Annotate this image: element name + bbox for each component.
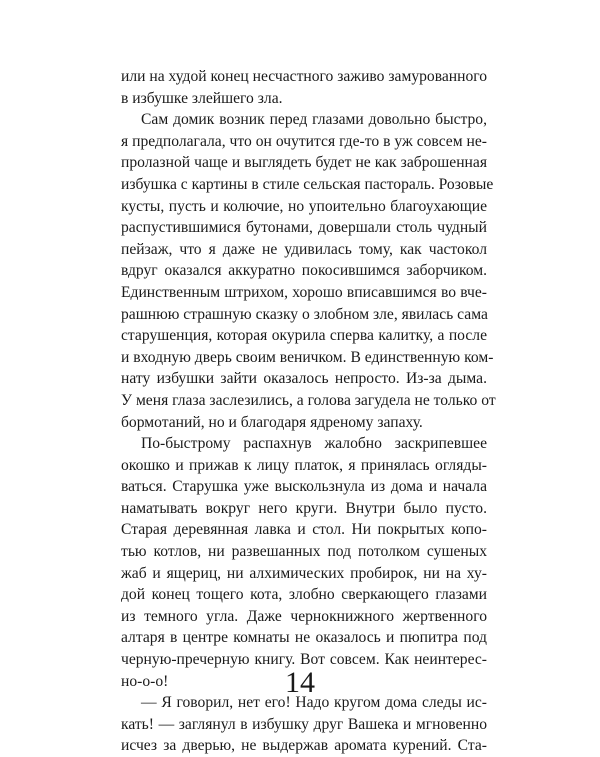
text-line: кать! — заглянул в избушку друг Вашека и мгновенно: [121, 715, 487, 733]
text-line: вдруг оказался аккуратно покосившимся заборчиком.: [121, 262, 487, 280]
text-line: наматывать вокруг него круги. Внутри было пусто.: [121, 499, 487, 517]
text-line: дой конец тощего кота, злобно сверкающего глазами: [121, 586, 487, 604]
text-line: бормотаний, но и благодаря ядреному запаху.: [121, 413, 423, 431]
text-line: и входную дверь своим веничком. В единственную ком-: [121, 348, 494, 366]
text-line: тью котлов, ни развешанных под потолком сушеных: [121, 543, 487, 561]
text-line: окошко и прижав к лицу платок, я принялась огляды-: [121, 456, 487, 474]
text-line: нату избушки зайти оказалось непросто. Из-за дыма.: [121, 370, 487, 388]
text-line: кусты, пусть и колючие, но упоительно благоухающие: [121, 197, 487, 215]
text-line: но-о-о!: [121, 672, 169, 690]
text-line: в избушке злейшего зла.: [121, 89, 283, 107]
text-line: По-быстрому распахнув жалобно заскрипевшее: [141, 435, 487, 453]
text-line: рашнюю страшную сказку о злобном зле, явилась сама: [121, 305, 488, 323]
text-line: — Я говорил, нет его! Надо кругом дома следы ис-: [141, 694, 487, 712]
text-line: Старая деревянная лавка и стол. Ни покрытых копо-: [121, 521, 487, 539]
text-line: Сам домик возник перед глазами довольно быстро,: [141, 111, 487, 129]
text-line: Единственным штрихом, хорошо вписавшимся во вче-: [121, 283, 487, 301]
text-line: из темного угла. Даже чернокнижного жертвенного: [121, 607, 487, 625]
paragraph: [121, 109, 496, 433]
text-line: ваться. Старушка уже выскользнула из дома и начала: [121, 478, 487, 496]
text-line: пролазной чаще и выглядеть будет не как заброшенная: [121, 154, 487, 172]
text-line: или на худой конец несчастного заживо замурованного: [121, 68, 488, 85]
paragraph: [121, 66, 487, 109]
text-line: старушенция, которая окурила сперва калитку, а после: [121, 327, 487, 345]
text-line: избушка с картины в стиле сельская пастораль. Розовые: [121, 175, 494, 193]
text-line: алтаря в центре комнаты не оказалось и пюпитра под: [121, 629, 487, 647]
text-line: пейзаж, что я даже не удивилась тому, как частокол: [121, 240, 487, 258]
paragraph: [121, 692, 487, 757]
text-line: я предполагала, что он очутится где-то в уж совсем не-: [121, 132, 487, 150]
text-line: У меня глаза заслезились, а голова загудела не только от: [121, 391, 496, 409]
paragraph: [121, 433, 487, 692]
page-number: 14: [285, 666, 315, 699]
text-line: жаб и ящериц, ни алхимических пробирок, ни на ху-: [121, 564, 487, 582]
text-line: распустившимися бутонами, довершали столь чудный: [121, 219, 487, 237]
text-line: черную-пречерную книгу. Вот совсем. Как неинтерес-: [121, 651, 487, 669]
body-text: [121, 66, 496, 757]
text-line: исчез за дверью, не выдержав аромата курений. Ста-: [121, 737, 487, 755]
